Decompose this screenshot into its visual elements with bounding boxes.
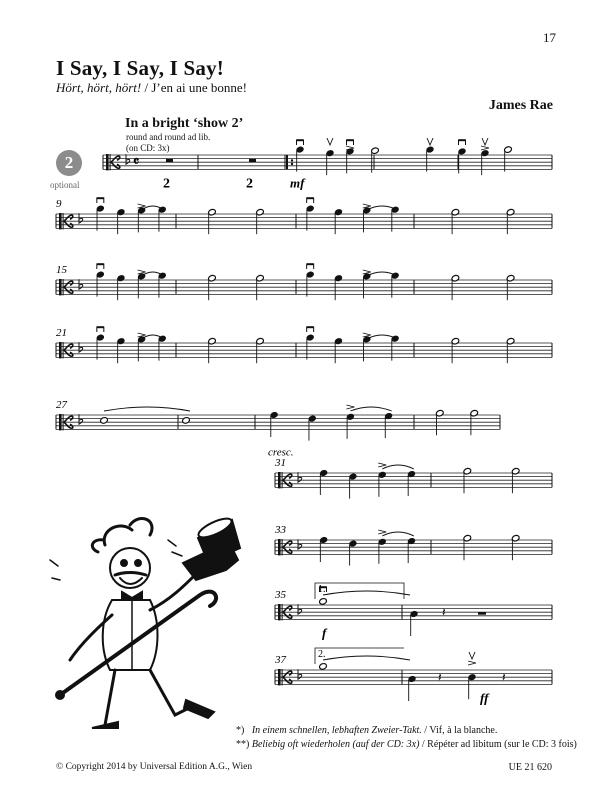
staff-system-9 xyxy=(274,648,552,705)
edition-number: UE 21 620 xyxy=(508,762,552,773)
volta-number: 1. xyxy=(318,584,326,595)
subtitle-french: / J’en ai une bonne! xyxy=(141,80,248,95)
multi-rest-count: 2 xyxy=(246,176,253,192)
dynamic-mark: ff xyxy=(480,690,489,706)
notes xyxy=(100,405,479,441)
footnote-1-french: / Vif, à la blanche. xyxy=(421,725,498,736)
staff-system-2 xyxy=(56,197,552,234)
footnote-1-marker: *) xyxy=(236,725,245,736)
measure-number: 15 xyxy=(56,264,67,276)
staff-lines xyxy=(56,415,500,429)
staff-system-1 xyxy=(103,138,552,191)
whole-rest xyxy=(166,159,173,163)
measure-number: 31 xyxy=(275,457,286,469)
measure-number: 21 xyxy=(56,327,67,339)
staff-system-5 xyxy=(56,399,500,458)
footnote-2 xyxy=(236,739,577,750)
footnote-2-german: Beliebig oft wiederholen (auf der CD: 3x) xyxy=(251,739,420,750)
whole-rest xyxy=(249,159,256,163)
measure-number: 37 xyxy=(275,654,286,666)
expression-mark: cresc. xyxy=(268,446,294,459)
piece-title: I Say, I Say, I Say! xyxy=(56,56,224,80)
footnote-1 xyxy=(236,725,497,736)
notes xyxy=(319,652,506,701)
measure-number: 33 xyxy=(275,524,286,536)
staff-lines xyxy=(56,214,552,228)
footnote-2-french: / Répéter ad libitum (sur le CD: 3 fois) xyxy=(419,739,577,750)
staff-system-3 xyxy=(56,263,552,300)
quarter-rest: 𝄽 xyxy=(438,669,442,684)
half-rest xyxy=(478,612,486,615)
subtitle-german: Hört, hört, hört! xyxy=(56,80,142,95)
volta-number: 2. xyxy=(318,649,326,660)
page-number: 17 xyxy=(543,30,556,45)
tempo-note: round and round ad lib. xyxy=(126,132,211,142)
tempo-note-cd: (on CD: 3x) xyxy=(126,143,170,153)
dynamic-mark: f xyxy=(322,625,327,641)
dynamic-mark: mf xyxy=(290,175,305,191)
staff-system-8 xyxy=(274,583,552,640)
copyright-notice: © Copyright 2014 by Universal Edition A.G., Wien xyxy=(56,762,253,772)
footnote-1-german: In einem schnellen, lebhaften Zweier-Takt. xyxy=(251,725,422,736)
multi-rest-count: 2 xyxy=(163,176,170,192)
staff-system-4 xyxy=(56,326,552,363)
staff-lines xyxy=(56,343,552,357)
top-hat-showman-illustration xyxy=(50,515,240,728)
measure-number: 35 xyxy=(275,589,286,601)
part-badge: 2 xyxy=(56,150,82,176)
part-badge-label: optional xyxy=(50,180,80,190)
quarter-rest: 𝄽 xyxy=(442,604,446,619)
measure-number: 27 xyxy=(56,399,67,411)
composer-name: James Rae xyxy=(488,98,553,113)
staff-system-6 xyxy=(274,457,552,499)
time-signature: 𝄴 xyxy=(133,154,140,170)
staff-system-7 xyxy=(274,524,552,566)
staff-lines xyxy=(56,280,552,294)
quarter-rest: 𝄽 xyxy=(502,669,506,684)
footnote-2-marker: **) xyxy=(236,739,250,750)
notes xyxy=(319,530,520,566)
notes xyxy=(319,463,520,499)
measure-number: 9 xyxy=(56,198,62,210)
tempo-marking: In a bright ‘show 2’ xyxy=(125,116,244,131)
